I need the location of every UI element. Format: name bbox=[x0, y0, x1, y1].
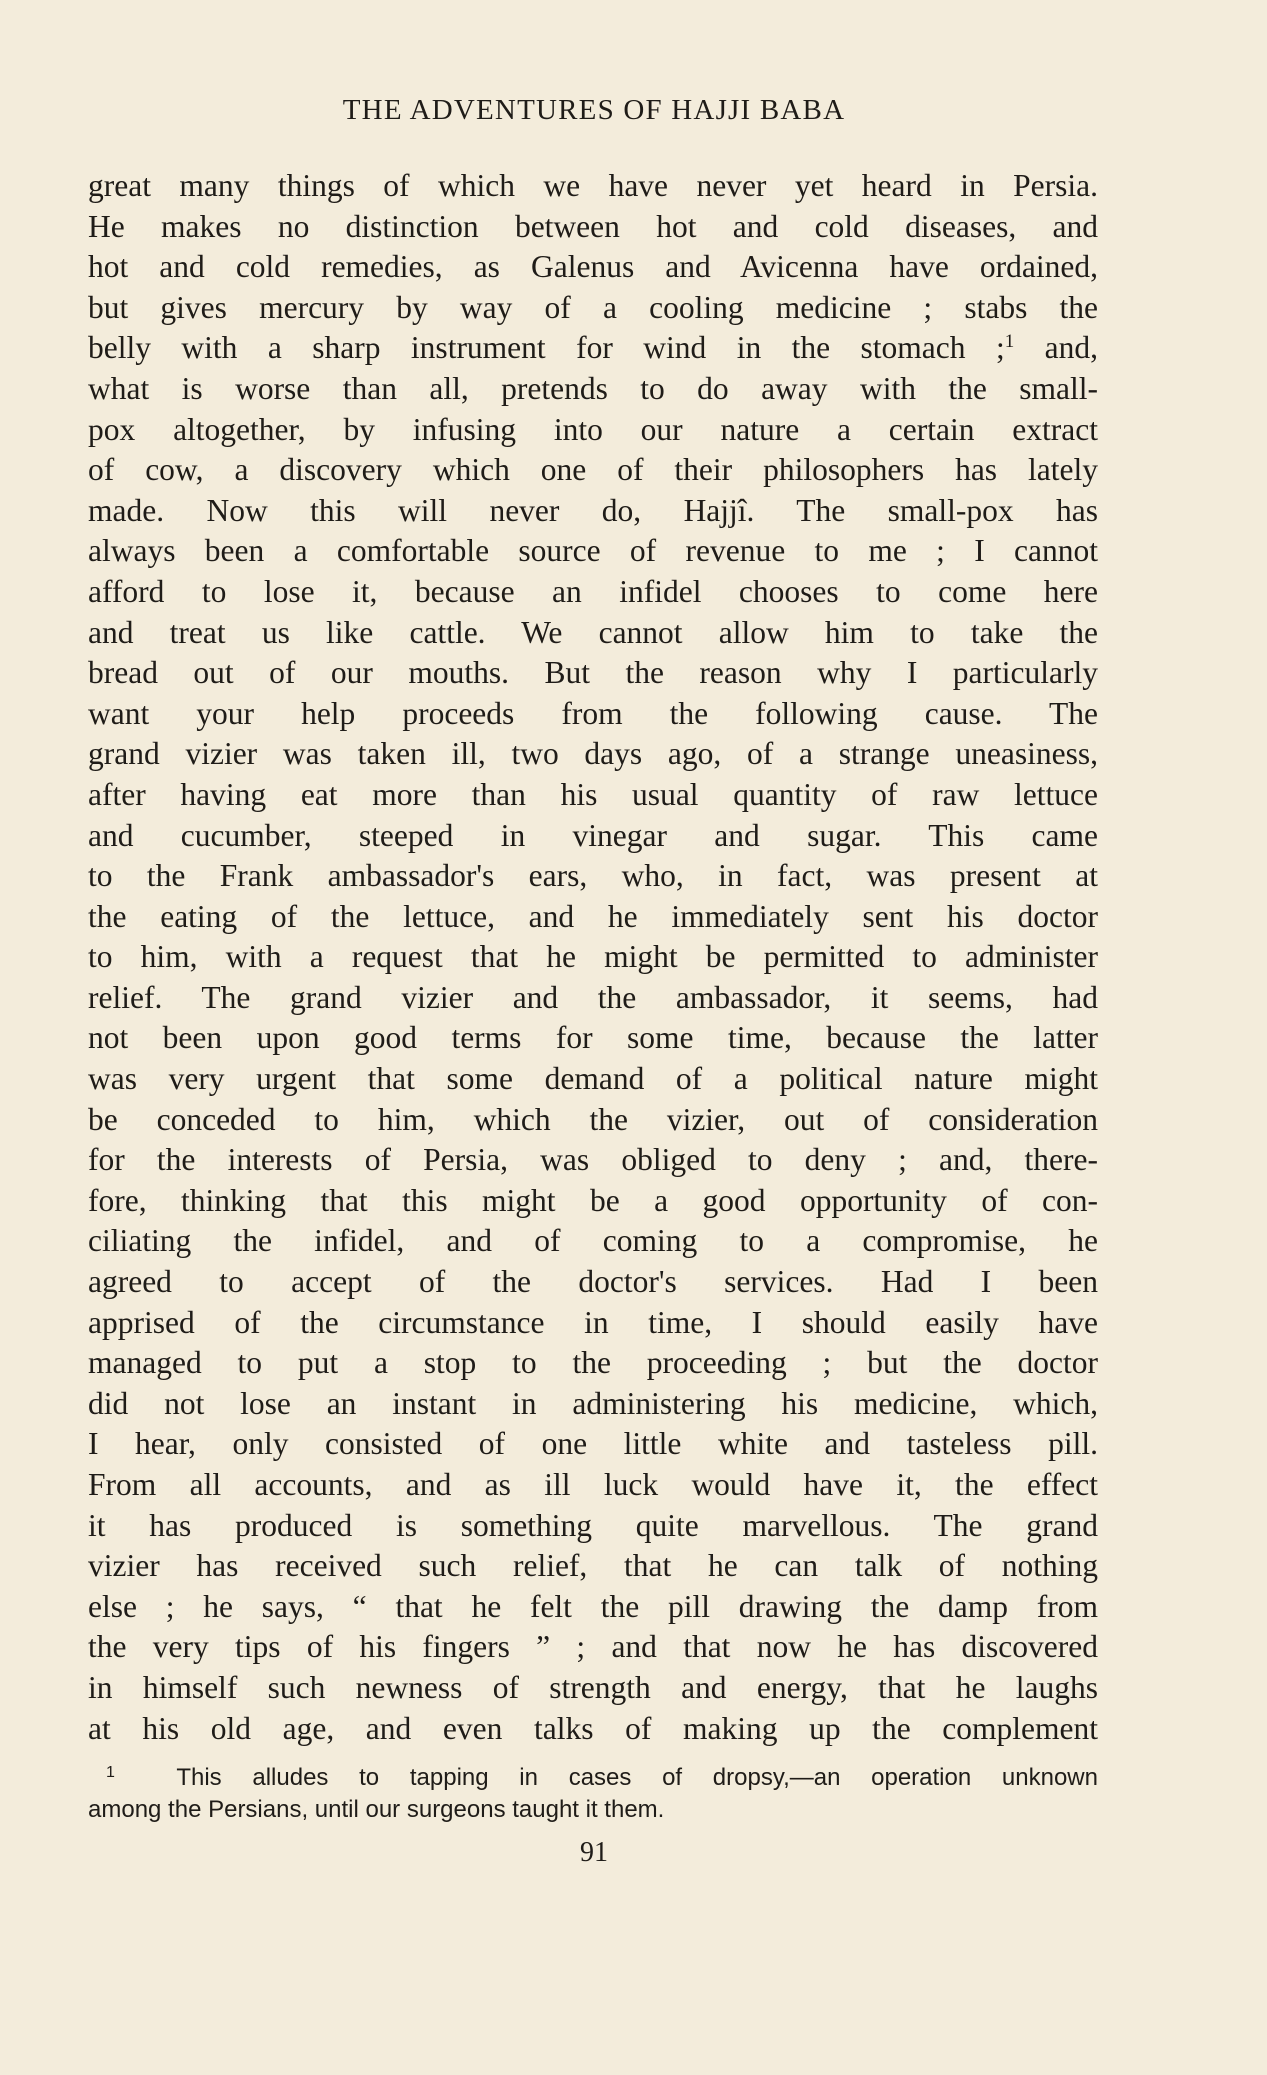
text-line: to him, with a request that he might be permitted to administer bbox=[88, 939, 1098, 975]
text-line: afford to lose it, because an infidel chooses to come here bbox=[88, 573, 1098, 609]
text-line: in himself such newness of strength and energy, that he laughs bbox=[88, 1669, 1098, 1705]
text-line: and cucumber, steeped in vinegar and sugar. This came bbox=[88, 817, 1098, 853]
footnote-line bbox=[88, 1762, 1098, 1794]
text-line: was very urgent that some demand of a political nature might bbox=[88, 1061, 1098, 1097]
text-line-end: and, bbox=[1014, 330, 1099, 366]
text-line: relief. The grand vizier and the ambassador, it seems, had bbox=[88, 979, 1098, 1015]
text-line: be conceded to him, which the vizier, out of consideration bbox=[88, 1101, 1098, 1137]
text-line: always been a comfortable source of revenue to me ; I cannot bbox=[88, 533, 1098, 569]
text-line: and treat us like cattle. We cannot allow him to take the bbox=[88, 614, 1098, 650]
body-text bbox=[88, 166, 1098, 1749]
text-line: From all accounts, and as ill luck would have it, the effect bbox=[88, 1467, 1098, 1502]
footnote-reference[interactable]: 1 bbox=[1004, 331, 1015, 353]
text-line: hot and cold remedies, as Galenus and Avicenna have ordained, bbox=[88, 249, 1098, 285]
text-line: but gives mercury by way of a cooling medicine ; stabs the bbox=[88, 289, 1098, 325]
text-line: ciliating the infidel, and of coming to a compromise, he bbox=[88, 1223, 1098, 1259]
text-line: bread out of our mouths. But the reason why I particularly bbox=[88, 655, 1098, 691]
text-line: made. Now this will never do, Hajjî. The small-pox has bbox=[88, 492, 1098, 528]
text-line: after having eat more than his usual quantity of raw lettuce bbox=[88, 776, 1098, 812]
text-line: at his old age, and even talks of making up the complement bbox=[88, 1710, 1098, 1746]
footnote-marker: 1 bbox=[106, 1764, 115, 1781]
text-line: not been upon good terms for some time, because the latter bbox=[88, 1020, 1098, 1056]
text-line: managed to put a stop to the proceeding ; but the doctor bbox=[88, 1345, 1098, 1381]
text-line: agreed to accept of the doctor's services. Had I been bbox=[88, 1264, 1098, 1300]
text-line-with-footnote-ref bbox=[88, 328, 1098, 369]
text-line: He makes no distinction between hot and cold diseases, and bbox=[88, 208, 1098, 244]
text-line: great many things of which we have never yet heard in Persia. bbox=[88, 168, 1098, 203]
text-line-start: belly with a sharp instrument for wind in the stomach ; bbox=[88, 330, 1005, 366]
text-line: vizier has received such relief, that he can talk of nothing bbox=[88, 1548, 1098, 1584]
text-line: the eating of the lettuce, and he immediately sent his doctor bbox=[88, 898, 1098, 934]
running-title: THE ADVENTURES OF HAJJI BABA bbox=[342, 94, 846, 126]
text-line: grand vizier was taken ill, two days ago, of a strange uneasiness, bbox=[88, 736, 1098, 772]
text-line: did not lose an instant in administering his medicine, which, bbox=[88, 1385, 1098, 1421]
text-line: want your help proceeds from the following cause. The bbox=[88, 695, 1098, 731]
text-line: to the Frank ambassador's ears, who, in fact, was present at bbox=[88, 858, 1098, 894]
text-line: what is worse than all, pretends to do away with the small- bbox=[88, 370, 1098, 406]
text-line: for the interests of Persia, was obliged to deny ; and, there- bbox=[88, 1142, 1098, 1178]
text-line: pox altogether, by infusing into our nature a certain extract bbox=[88, 411, 1098, 447]
text-line: of cow, a discovery which one of their philosophers has lately bbox=[88, 452, 1098, 488]
text-line: apprised of the circumstance in time, I should easily have bbox=[88, 1304, 1098, 1340]
page-number: 91 bbox=[580, 1837, 608, 1868]
footnote bbox=[88, 1762, 1098, 1826]
text-line: it has produced is something quite marvellous. The grand bbox=[88, 1507, 1098, 1543]
footnote-text-1: This alludes to tapping in cases of dropsy,—an operation unknown bbox=[176, 1764, 1098, 1791]
text-line: else ; he says, “ that he felt the pill drawing the damp from bbox=[88, 1588, 1098, 1624]
footnote-line: among the Persians, until our surgeons taught it them. bbox=[88, 1796, 665, 1823]
text-line: I hear, only consisted of one little white and tasteless pill. bbox=[88, 1426, 1098, 1462]
text-line: the very tips of his fingers ” ; and that now he has discovered bbox=[88, 1629, 1098, 1665]
text-line: fore, thinking that this might be a good opportunity of con- bbox=[88, 1182, 1098, 1218]
